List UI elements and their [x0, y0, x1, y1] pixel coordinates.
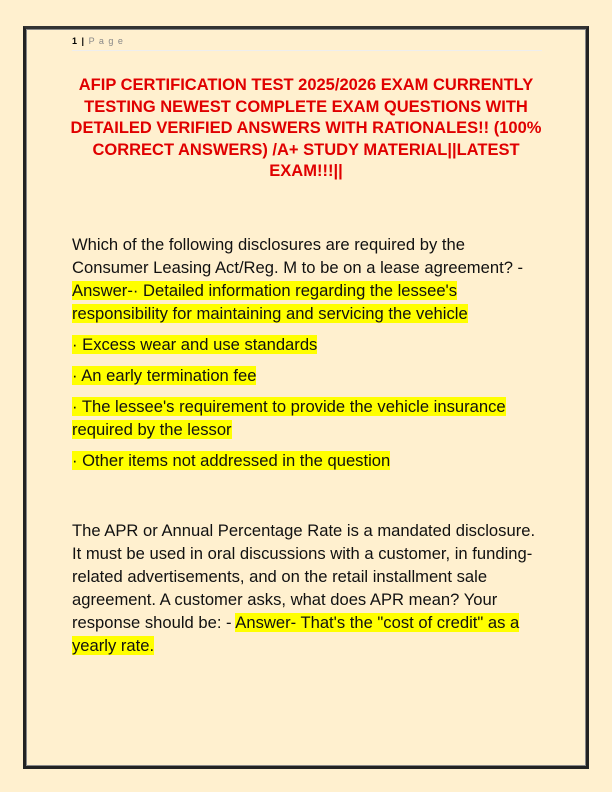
question-1	[72, 233, 542, 325]
answer-2: Answer- That's the "cost of credit" as a yearly rate.	[72, 613, 520, 655]
page-label: P a g e	[88, 36, 124, 46]
header-separator: |	[81, 36, 86, 46]
question-2	[72, 519, 542, 657]
answer-1: Answer-· Detailed information regarding the lessee's responsibility for maintaining and servicing the vehicle	[72, 281, 468, 323]
document-title: AFIP CERTIFICATION TEST 2025/2026 EXAM CURRENTLY TESTING NEWEST COMPLETE EXAM QUESTIONS WITH DETAILED VERIFIED ANSWERS WITH RATIONALES!! (100% CORRECT ANSWERS) /A+ STUDY MATERIAL||LATEST EXAM!!!||	[70, 76, 542, 180]
answer-item	[72, 364, 542, 387]
page-header	[72, 36, 542, 51]
question-2-text: The APR or Annual Percentage Rate is a mandated disclosure. It must be used in oral discussions with a customer, in funding-related advertisements, and on the retail installment sale agreement. A customer asks, what does APR mean? Your response should be: -	[72, 521, 536, 632]
answer-item-text: · Other items not addressed in the question	[72, 451, 391, 470]
answer-item	[72, 449, 542, 472]
answer-item-text: · An early termination fee	[72, 366, 257, 385]
page-number: 1	[72, 36, 79, 46]
answer-item-text: · The lessee's requirement to provide the vehicle insurance required by the lessor	[72, 397, 506, 439]
answer-item	[72, 395, 542, 441]
document-body	[72, 233, 542, 657]
answer-item-text: · Excess wear and use standards	[72, 335, 318, 354]
question-1-text: Which of the following disclosures are required by the Consumer Leasing Act/Reg. M to be on a lease agreement? -	[72, 235, 524, 277]
answer-item	[72, 333, 542, 356]
